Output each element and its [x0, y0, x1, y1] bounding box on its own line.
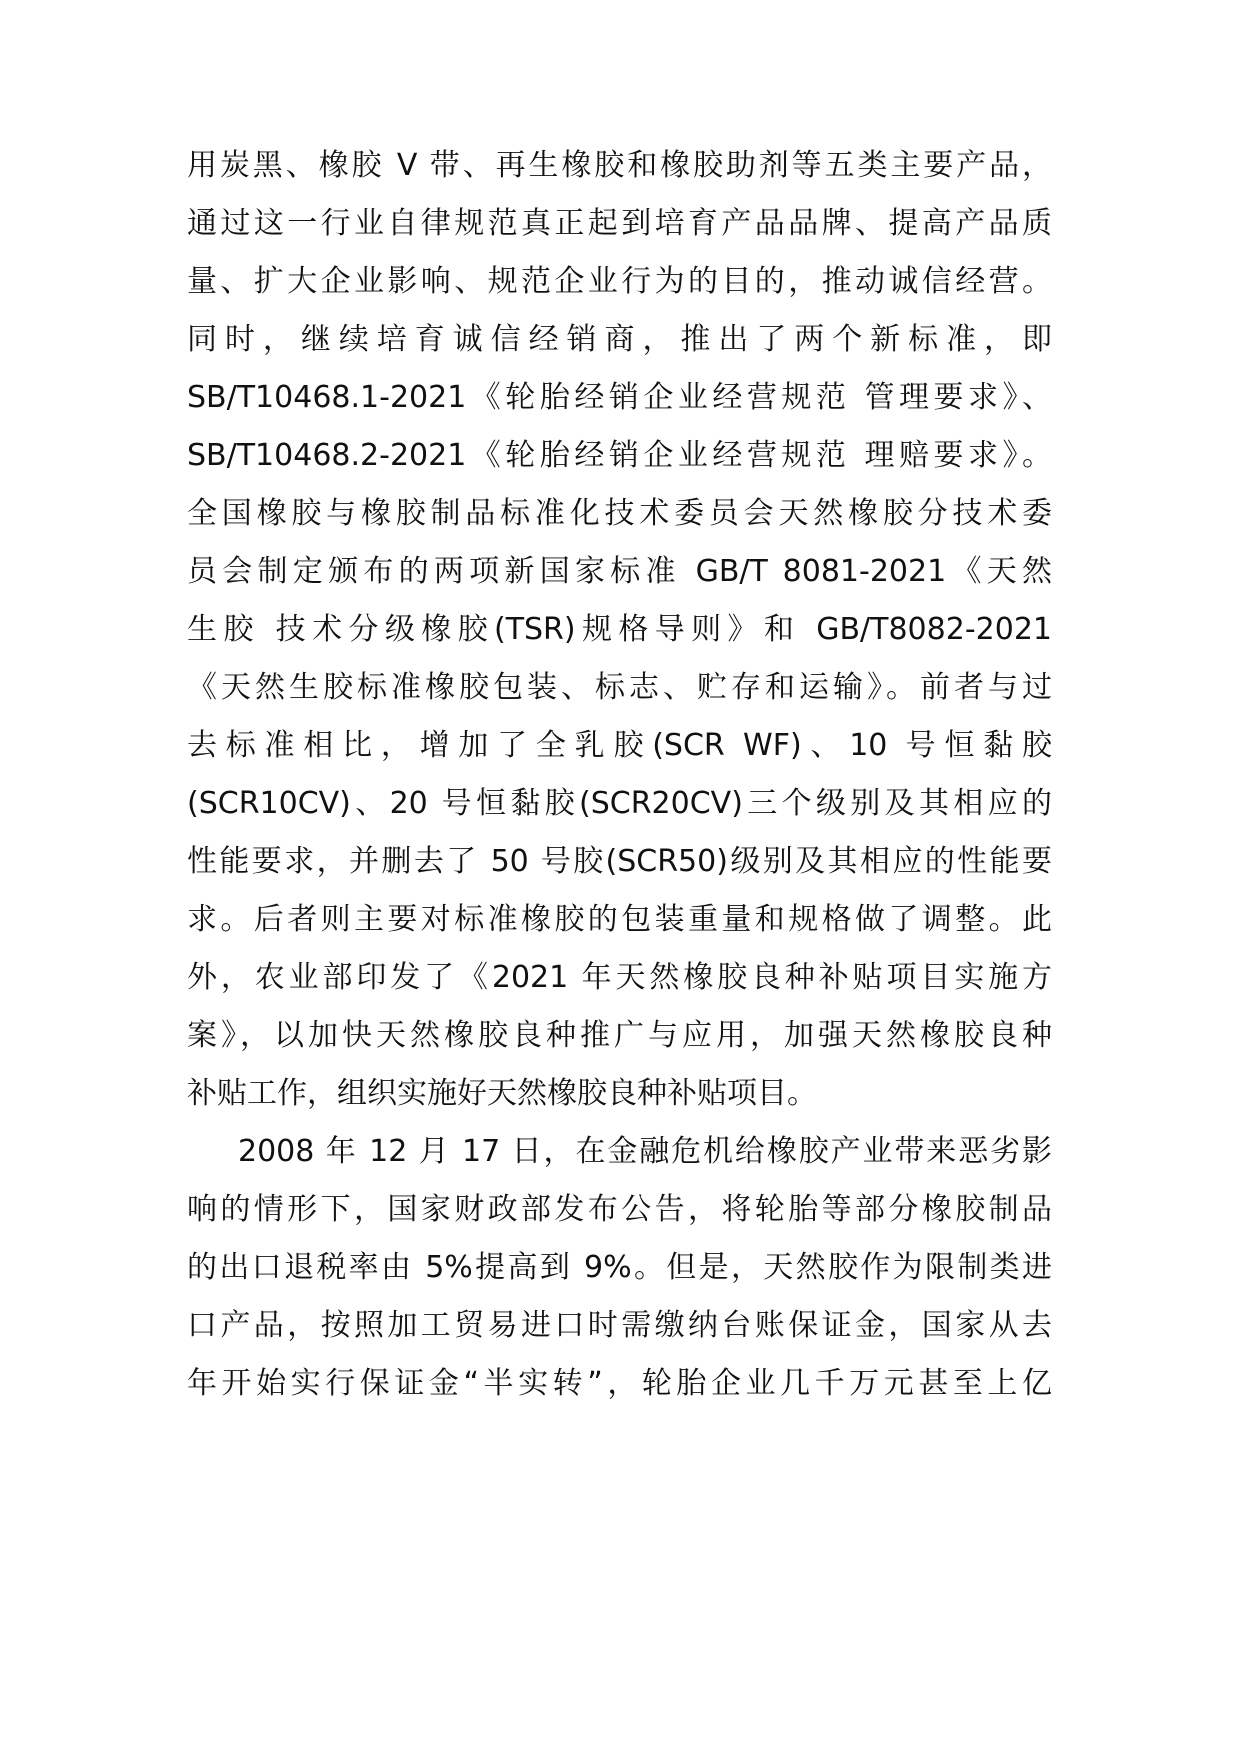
- text-line: 外，农业部印发了《2021 年天然橡胶良种补贴项目实施方: [187, 960, 1052, 995]
- text-line: 同时，继续培育诚信经销商，推出了两个新标准，即: [187, 322, 1052, 357]
- text-line: 全国橡胶与橡胶制品标准化技术委员会天然橡胶分技术委: [187, 496, 1052, 531]
- text-line: 2008 年 12 月 17 日，在金融危机给橡胶产业带来恶劣影: [238, 1134, 1052, 1169]
- text-line: 年开始实行保证金“半实转”，轮胎企业几千万元甚至上亿: [187, 1366, 1052, 1401]
- text-line: (SCR10CV)、20 号恒黏胶(SCR20CV)三个级别及其相应的: [187, 786, 1052, 821]
- text-line: SB/T10468.2-2021《轮胎经销企业经营规范 理赔要求》。: [187, 438, 1052, 473]
- text-line: 响的情形下，国家财政部发布公告，将轮胎等部分橡胶制品: [187, 1192, 1052, 1227]
- text-line: 用炭黑、橡胶 V 带、再生橡胶和橡胶助剂等五类主要产品，: [187, 148, 1052, 183]
- text-line: 员会制定颁布的两项新国家标准 GB/T 8081-2021《天然: [187, 554, 1052, 589]
- text-line: 案》，以加快天然橡胶良种推广与应用，加强天然橡胶良种: [187, 1018, 1052, 1053]
- text-line: 的出口退税率由 5%提高到 9%。但是，天然胶作为限制类进: [187, 1250, 1052, 1285]
- text-line: 《天然生胶标准橡胶包装、标志、贮存和运输》。前者与过: [187, 670, 1052, 705]
- text-line: 生胶 技术分级橡胶(TSR)规格导则》和 GB/T8082-2021: [187, 612, 1052, 647]
- text-line: 性能要求，并删去了 50 号胶(SCR50)级别及其相应的性能要: [187, 844, 1052, 879]
- text-line: 通过这一行业自律规范真正起到培育产品品牌、提高产品质: [187, 206, 1052, 241]
- text-line: SB/T10468.1-2021《轮胎经销企业经营规范 管理要求》、: [187, 380, 1052, 415]
- text-line: 去标准相比，增加了全乳胶(SCR WF)、10 号恒黏胶: [187, 728, 1052, 763]
- text-line: 求。后者则主要对标准橡胶的包装重量和规格做了调整。此: [187, 902, 1052, 937]
- text-line: 口产品，按照加工贸易进口时需缴纳台账保证金，国家从去: [187, 1308, 1052, 1343]
- text-line: 量、扩大企业影响、规范企业行为的目的，推动诚信经营。: [187, 264, 1052, 299]
- text-line: 补贴工作，组织实施好天然橡胶良种补贴项目。: [187, 1076, 817, 1111]
